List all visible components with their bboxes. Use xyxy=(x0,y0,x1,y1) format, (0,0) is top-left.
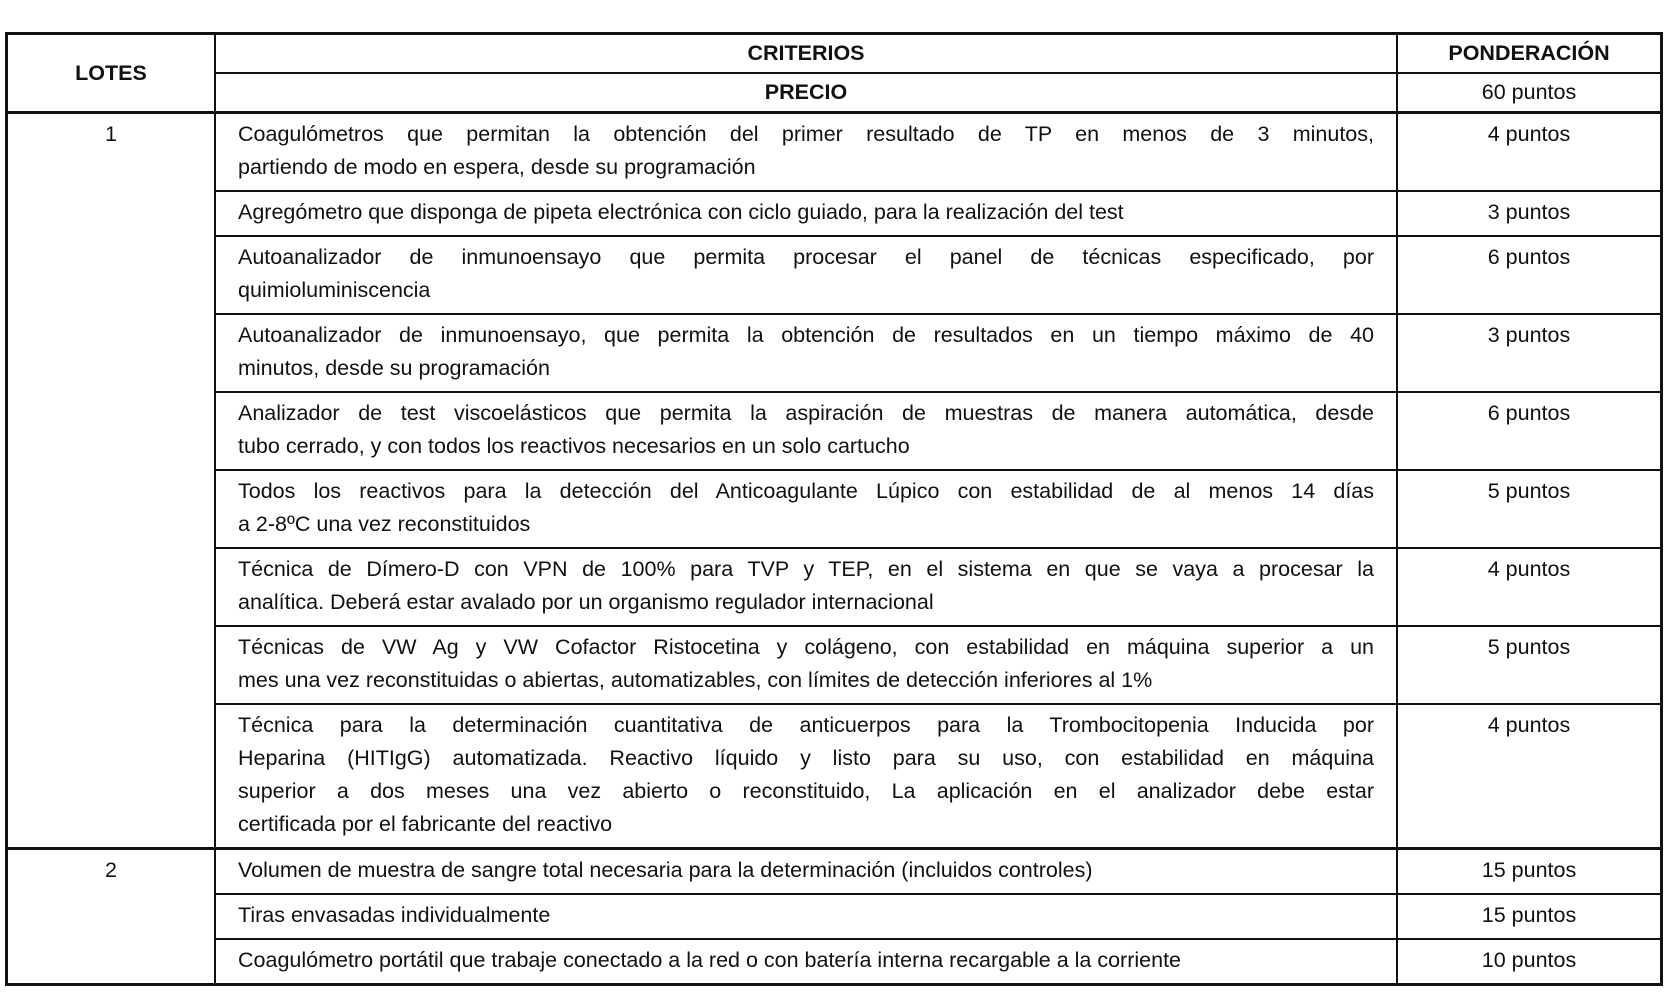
criterio-text xyxy=(215,548,1397,626)
criterio-text xyxy=(215,849,1397,895)
table-row xyxy=(7,939,1662,985)
precio-points: 60 puntos xyxy=(1397,73,1662,113)
header-row xyxy=(7,34,1662,74)
criterio-line: Autoanalizador de inmunoensayo que permita procesar el panel de técnicas especificado, por xyxy=(238,245,1374,269)
table-row xyxy=(7,626,1662,704)
criterio-text xyxy=(215,704,1397,849)
criterio-points: 3 puntos xyxy=(1397,191,1662,236)
criterio-line: Heparina (HITIgG) automatizada. Reactivo líquido y listo para su uso, con estabilidad en máquina xyxy=(238,746,1374,770)
criterio-text xyxy=(215,894,1397,939)
criterio-points: 4 puntos xyxy=(1397,548,1662,626)
lote-number: 1 xyxy=(7,113,216,849)
precio-row xyxy=(7,73,1662,113)
criterio-points: 10 puntos xyxy=(1397,939,1662,985)
table-row xyxy=(7,392,1662,470)
criterio-line: Autoanalizador de inmunoensayo, que permita la obtención de resultados en un tiempo máximo de 40 xyxy=(238,323,1374,347)
criterio-text xyxy=(215,113,1397,192)
criterio-line: quimioluminiscencia xyxy=(238,278,431,302)
criterio-line: minutos, desde su programación xyxy=(238,356,550,380)
criterio-line: partiendo de modo en espera, desde su programación xyxy=(238,155,756,179)
criterio-points: 4 puntos xyxy=(1397,704,1662,849)
criterio-points: 4 puntos xyxy=(1397,113,1662,192)
criterio-points: 6 puntos xyxy=(1397,236,1662,314)
criterio-text xyxy=(215,314,1397,392)
criterio-points: 15 puntos xyxy=(1397,894,1662,939)
criterio-line: Técnicas de VW Ag y VW Cofactor Ristocetina y colágeno, con estabilidad en máquina superior a un xyxy=(238,635,1374,659)
criterio-line: Agregómetro que disponga de pipeta electrónica con ciclo guiado, para la realización del test xyxy=(238,200,1124,224)
criterio-text xyxy=(215,626,1397,704)
criterio-points: 6 puntos xyxy=(1397,392,1662,470)
ponderacion-header: PONDERACIÓN xyxy=(1397,34,1662,74)
criterio-points: 5 puntos xyxy=(1397,470,1662,548)
criterio-line: Coagulómetro portátil que trabaje conectado a la red o con batería interna recargable a la corriente xyxy=(238,948,1181,972)
precio-label: PRECIO xyxy=(215,73,1397,113)
table-row xyxy=(7,113,1662,192)
criterio-line: Todos los reactivos para la detección del Anticoagulante Lúpico con estabilidad de al menos 14 días xyxy=(238,479,1374,503)
criterio-text xyxy=(215,236,1397,314)
criterio-line: analítica. Deberá estar avalado por un organismo regulador internacional xyxy=(238,590,934,614)
criterios-header: CRITERIOS xyxy=(215,34,1397,74)
table-row xyxy=(7,236,1662,314)
lotes-header: LOTES xyxy=(7,34,216,113)
table-row xyxy=(7,894,1662,939)
criterio-line: mes una vez reconstituidas o abiertas, automatizables, con límites de detección inferiores al 1% xyxy=(238,668,1153,692)
criteria-table xyxy=(5,32,1663,986)
criterio-points: 15 puntos xyxy=(1397,849,1662,895)
criterio-line: a 2-8ºC una vez reconstituidos xyxy=(238,512,531,536)
criterio-line: Volumen de muestra de sangre total necesaria para la determinación (incluidos controles) xyxy=(238,858,1093,882)
criterio-line: Técnica de Dímero-D con VPN de 100% para TVP y TEP, en el sistema en que se vaya a procesar la xyxy=(238,557,1374,581)
criterio-line: superior a dos meses una vez abierto o reconstituido, La aplicación en el analizador debe estar xyxy=(238,779,1374,803)
criterio-line: Analizador de test viscoelásticos que permita la aspiración de muestras de manera automática, desde xyxy=(238,401,1374,425)
criterio-text xyxy=(215,392,1397,470)
lote-number: 2 xyxy=(7,849,216,985)
criterio-text xyxy=(215,470,1397,548)
table-row xyxy=(7,849,1662,895)
criterio-text xyxy=(215,939,1397,985)
criterio-line: tubo cerrado, y con todos los reactivos necesarios en un solo cartucho xyxy=(238,434,910,458)
criterio-line: certificada por el fabricante del reactivo xyxy=(238,812,613,836)
criterio-line: Técnica para la determinación cuantitativa de anticuerpos para la Trombocitopenia Inducida por xyxy=(238,713,1374,737)
criterio-points: 3 puntos xyxy=(1397,314,1662,392)
table-row xyxy=(7,548,1662,626)
table-row xyxy=(7,470,1662,548)
table-row xyxy=(7,314,1662,392)
criterio-line: Coagulómetros que permitan la obtención del primer resultado de TP en menos de 3 minutos, xyxy=(238,122,1374,146)
table-row xyxy=(7,191,1662,236)
criterio-line: Tiras envasadas individualmente xyxy=(238,903,551,927)
table-row xyxy=(7,704,1662,849)
criterio-text xyxy=(215,191,1397,236)
criterio-points: 5 puntos xyxy=(1397,626,1662,704)
